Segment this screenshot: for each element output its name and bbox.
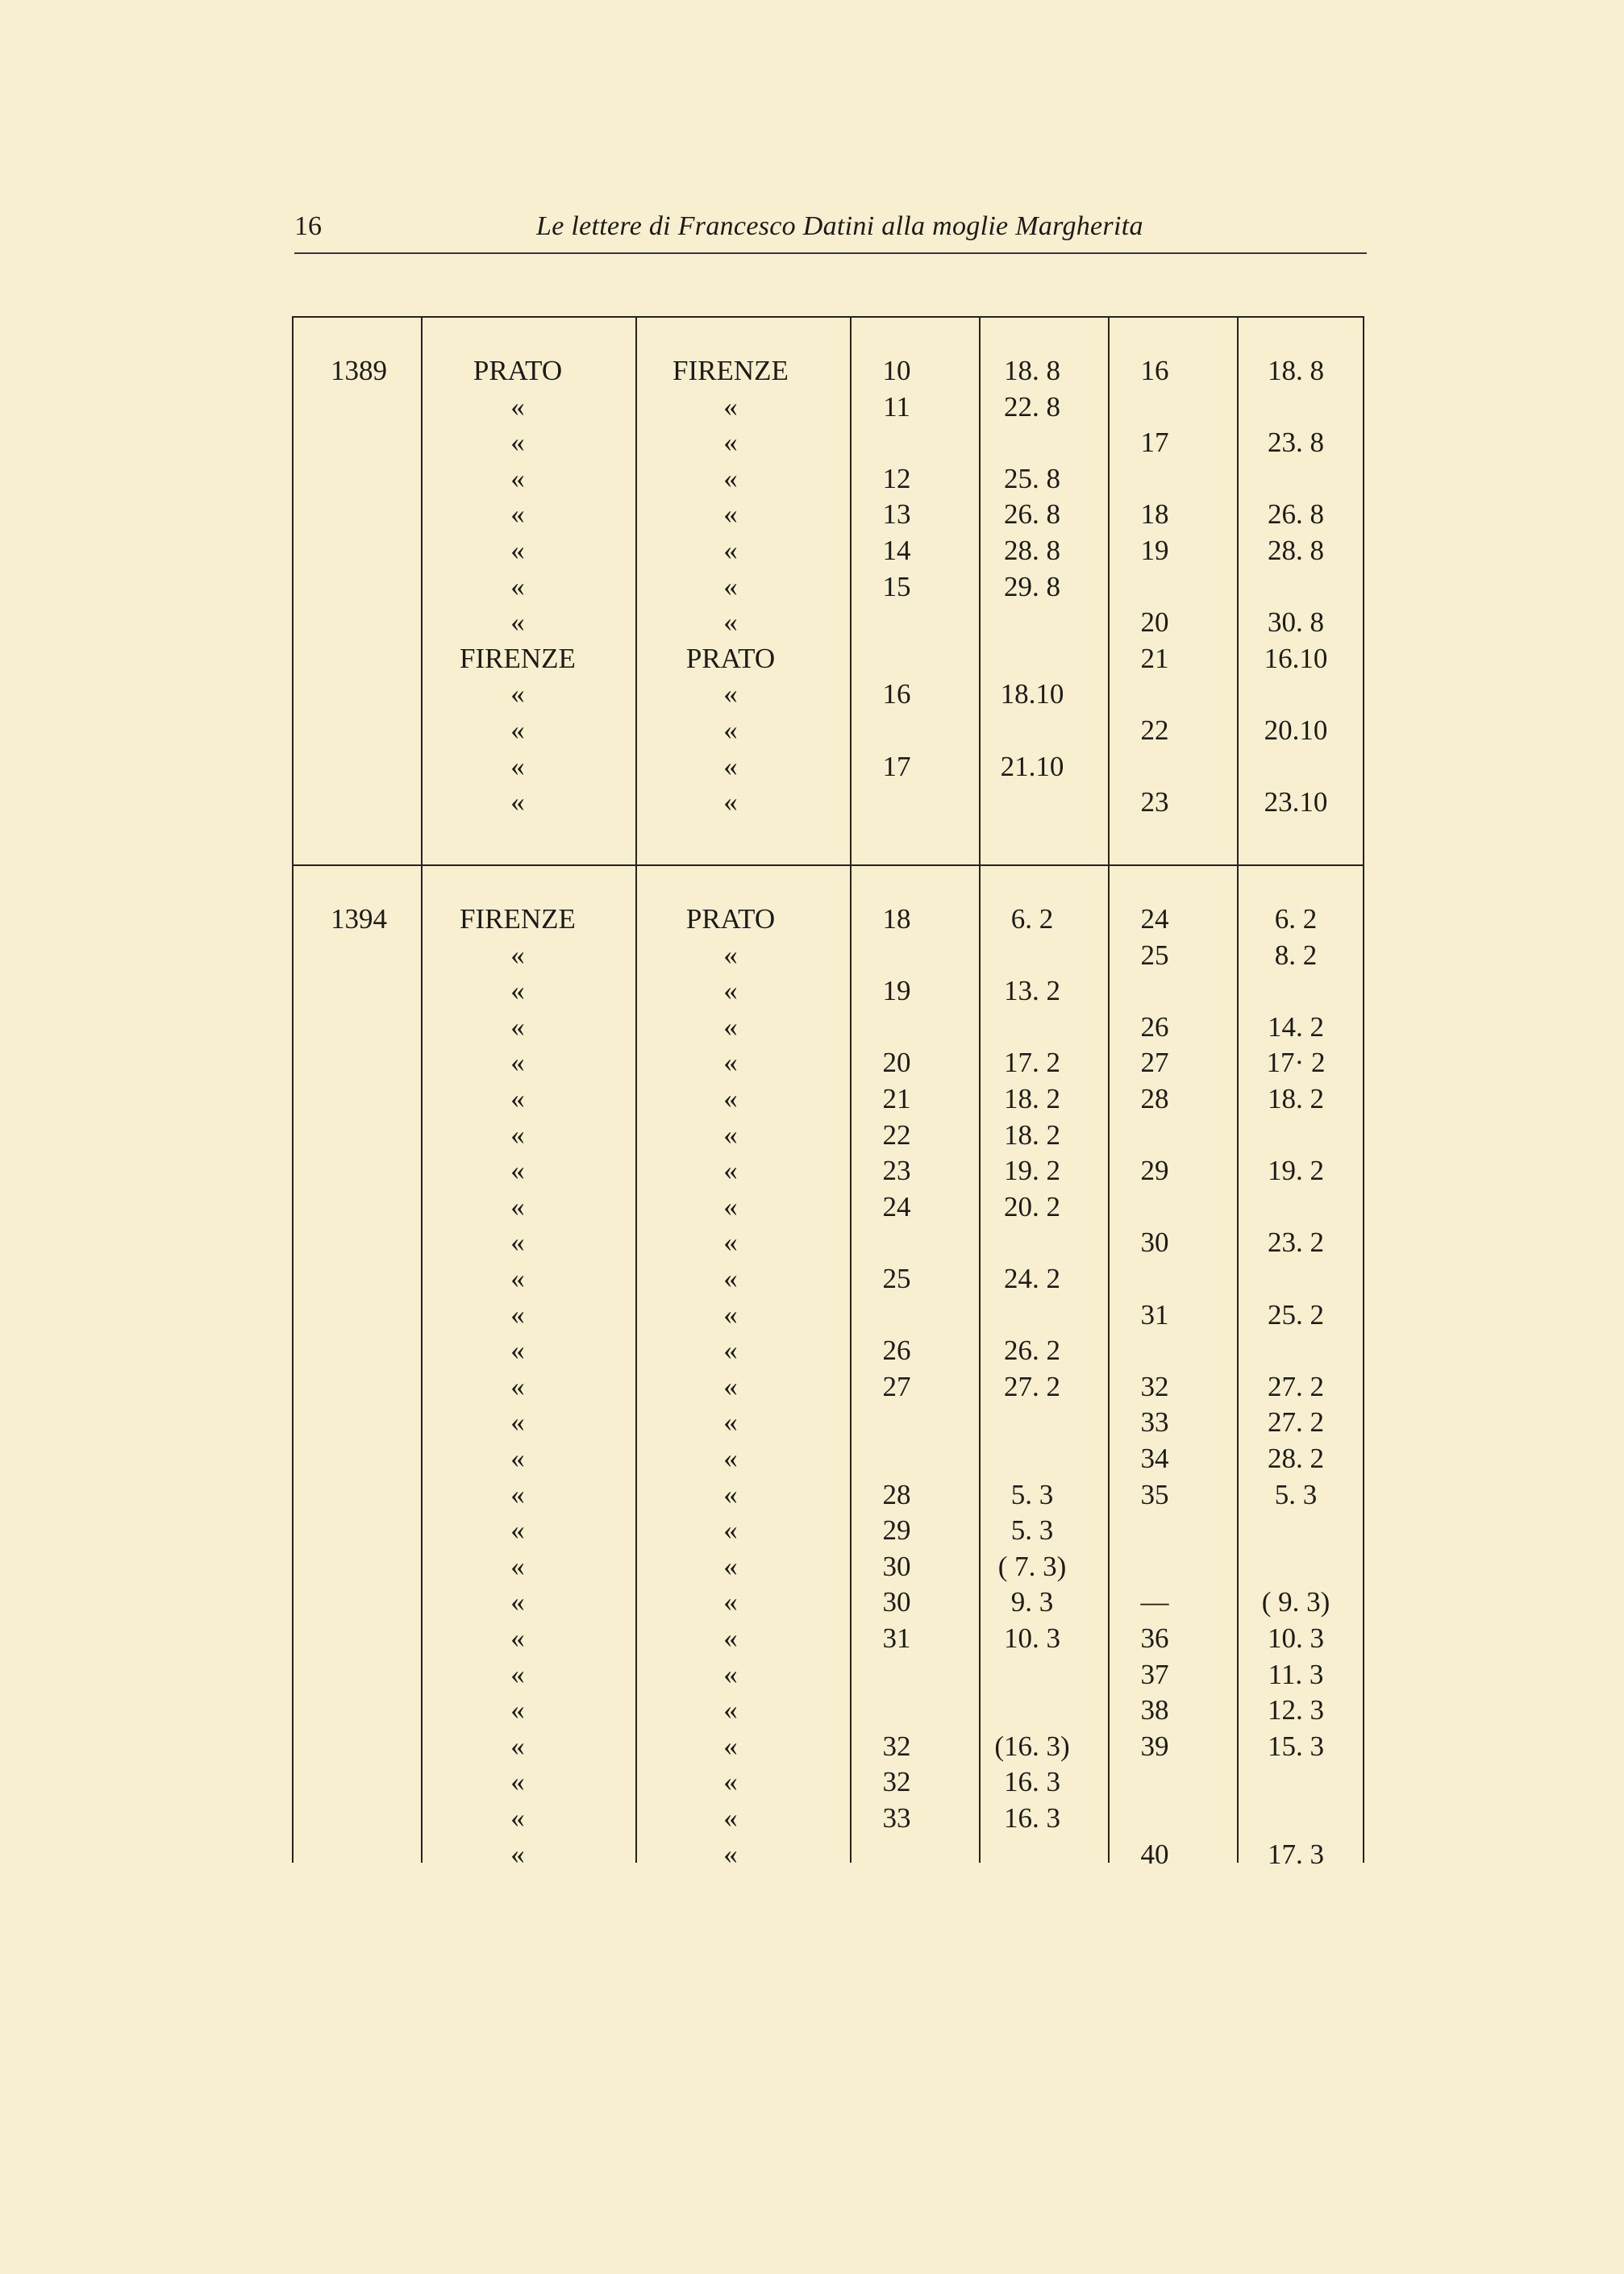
from-place-cell: FIRENZE bbox=[460, 642, 576, 674]
francesco-letter-date: 10. 3 bbox=[1004, 1622, 1060, 1654]
table-row bbox=[292, 785, 1364, 820]
year-cell: 1389 bbox=[331, 355, 387, 386]
francesco-letter-number: 30 bbox=[882, 1586, 911, 1618]
francesco-letter-number: 24 bbox=[882, 1190, 911, 1222]
table-row bbox=[292, 677, 1364, 712]
to-place-cell: « bbox=[723, 1622, 738, 1654]
from-place-cell: « bbox=[510, 1118, 525, 1151]
table-row bbox=[292, 1801, 1364, 1836]
margherita-letter-number: 21 bbox=[1140, 642, 1169, 674]
from-place-cell: « bbox=[510, 786, 525, 818]
margherita-letter-number: 28 bbox=[1140, 1083, 1169, 1114]
francesco-letter-number: 21 bbox=[882, 1083, 911, 1114]
table-section-rule bbox=[292, 864, 1364, 866]
from-place-cell: « bbox=[510, 1478, 525, 1510]
from-place-cell: « bbox=[510, 1658, 525, 1690]
to-place-cell: « bbox=[723, 1658, 738, 1690]
table-row bbox=[292, 1657, 1364, 1693]
to-place-cell: « bbox=[723, 678, 738, 710]
margherita-letter-number: 19 bbox=[1140, 535, 1169, 566]
from-place-cell: « bbox=[510, 498, 525, 531]
francesco-letter-date: 18. 8 bbox=[1004, 355, 1060, 386]
francesco-letter-date: 25. 8 bbox=[1004, 462, 1060, 494]
table-row bbox=[292, 1549, 1364, 1585]
table-row bbox=[292, 461, 1364, 497]
from-place-cell: « bbox=[510, 1802, 525, 1834]
francesco-letter-date: 6. 2 bbox=[1010, 903, 1054, 935]
to-place-cell: « bbox=[723, 1406, 738, 1439]
francesco-letter-date: 18. 2 bbox=[1004, 1083, 1060, 1114]
from-place-cell: « bbox=[510, 1730, 525, 1762]
margherita-letter-number: 18 bbox=[1140, 498, 1169, 531]
margherita-letter-number: 32 bbox=[1140, 1370, 1169, 1402]
margherita-letter-number: 23 bbox=[1140, 786, 1169, 818]
francesco-letter-number: 28 bbox=[882, 1478, 911, 1510]
francesco-letter-number: 18 bbox=[882, 903, 911, 935]
to-place-cell: FIRENZE bbox=[673, 355, 789, 386]
to-place-cell: « bbox=[723, 1335, 738, 1367]
table-row bbox=[292, 641, 1364, 677]
to-place-cell: « bbox=[723, 1838, 738, 1870]
margherita-letter-date: ( 9. 3) bbox=[1261, 1586, 1330, 1618]
from-place-cell: « bbox=[510, 939, 525, 971]
margherita-letter-date: 23.10 bbox=[1264, 786, 1328, 818]
francesco-letter-date: 18. 2 bbox=[1004, 1118, 1060, 1151]
from-place-cell: « bbox=[510, 1010, 525, 1043]
table-row bbox=[292, 1405, 1364, 1440]
francesco-letter-date: 27. 2 bbox=[1004, 1370, 1060, 1402]
table-row bbox=[292, 1477, 1364, 1513]
from-place-cell: « bbox=[510, 1443, 525, 1474]
to-place-cell: « bbox=[723, 390, 738, 423]
francesco-letter-date: 18.10 bbox=[1000, 678, 1064, 710]
francesco-letter-date: 20. 2 bbox=[1004, 1190, 1060, 1222]
from-place-cell: « bbox=[510, 1622, 525, 1654]
table-row bbox=[292, 425, 1364, 460]
francesco-letter-number: 33 bbox=[882, 1802, 911, 1834]
from-place-cell: « bbox=[510, 1047, 525, 1079]
margherita-letter-date: 30. 8 bbox=[1268, 606, 1324, 639]
to-place-cell: « bbox=[723, 606, 738, 639]
table-row bbox=[292, 938, 1364, 973]
from-place-cell: « bbox=[510, 1406, 525, 1439]
margherita-letter-date: 23. 2 bbox=[1268, 1227, 1324, 1259]
margherita-letter-number: 27 bbox=[1140, 1047, 1169, 1079]
to-place-cell: « bbox=[723, 1370, 738, 1402]
table-row bbox=[292, 1118, 1364, 1153]
to-place-cell: « bbox=[723, 786, 738, 818]
from-place-cell: « bbox=[510, 535, 525, 566]
francesco-letter-date: 28. 8 bbox=[1004, 535, 1060, 566]
margherita-letter-date: 6. 2 bbox=[1274, 903, 1318, 935]
francesco-letter-number: 22 bbox=[882, 1118, 911, 1151]
from-place-cell: « bbox=[510, 1190, 525, 1222]
francesco-letter-date: 19. 2 bbox=[1004, 1155, 1060, 1187]
to-place-cell: « bbox=[723, 570, 738, 602]
francesco-letter-date: ( 7. 3) bbox=[997, 1550, 1067, 1582]
from-place-cell: « bbox=[510, 390, 525, 423]
to-place-cell: « bbox=[723, 427, 738, 459]
margherita-letter-number: 26 bbox=[1140, 1010, 1169, 1043]
to-place-cell: « bbox=[723, 714, 738, 746]
margherita-letter-date: 15. 3 bbox=[1268, 1730, 1324, 1762]
francesco-letter-number: 12 bbox=[882, 462, 911, 494]
francesco-letter-number: 19 bbox=[882, 975, 911, 1007]
table-row bbox=[292, 1837, 1364, 1872]
francesco-letter-date: 13. 2 bbox=[1004, 975, 1060, 1007]
from-place-cell: « bbox=[510, 1766, 525, 1798]
margherita-letter-number: 36 bbox=[1140, 1622, 1169, 1654]
table-row bbox=[292, 1621, 1364, 1656]
margherita-letter-number: 35 bbox=[1140, 1478, 1169, 1510]
from-place-cell: « bbox=[510, 1514, 525, 1547]
table-row bbox=[292, 749, 1364, 785]
francesco-letter-date: 29. 8 bbox=[1004, 570, 1060, 602]
margherita-letter-date: 28. 2 bbox=[1268, 1443, 1324, 1474]
from-place-cell: « bbox=[510, 1550, 525, 1582]
francesco-letter-date: 9. 3 bbox=[1010, 1586, 1054, 1618]
francesco-letter-number: 10 bbox=[882, 355, 911, 386]
from-place-cell: « bbox=[510, 1335, 525, 1367]
to-place-cell: « bbox=[723, 975, 738, 1007]
margherita-letter-number: 38 bbox=[1140, 1694, 1169, 1726]
to-place-cell: « bbox=[723, 1443, 738, 1474]
table-row bbox=[292, 1441, 1364, 1476]
table-row bbox=[292, 1225, 1364, 1260]
to-place-cell: « bbox=[723, 1514, 738, 1547]
margherita-letter-date: 11. 3 bbox=[1268, 1658, 1324, 1690]
margherita-letter-date: 8. 2 bbox=[1274, 939, 1318, 971]
to-place-cell: PRATO bbox=[685, 642, 776, 674]
to-place-cell: « bbox=[723, 1478, 738, 1510]
margherita-letter-number: 25 bbox=[1140, 939, 1169, 971]
to-place-cell: « bbox=[723, 1550, 738, 1582]
from-place-cell: « bbox=[510, 1838, 525, 1870]
to-place-cell: PRATO bbox=[685, 903, 776, 935]
table-row bbox=[292, 1045, 1364, 1081]
table-row bbox=[292, 902, 1364, 937]
running-title: Le lettere di Francesco Datini alla moglie Margherita bbox=[536, 211, 1143, 241]
margherita-letter-number: 31 bbox=[1140, 1298, 1169, 1331]
from-place-cell: « bbox=[510, 462, 525, 494]
francesco-letter-number: 32 bbox=[882, 1766, 911, 1798]
from-place-cell: « bbox=[510, 1586, 525, 1618]
table-top-rule bbox=[292, 316, 1364, 318]
francesco-letter-number: 30 bbox=[882, 1550, 911, 1582]
margherita-letter-date: 5. 3 bbox=[1274, 1478, 1318, 1510]
margherita-letter-date: 20.10 bbox=[1264, 714, 1328, 746]
margherita-letter-date: 17. 3 bbox=[1268, 1838, 1324, 1870]
margherita-letter-number: 16 bbox=[1140, 355, 1169, 386]
margherita-letter-date: 28. 8 bbox=[1268, 535, 1324, 566]
francesco-letter-date: 5. 3 bbox=[1010, 1514, 1054, 1547]
francesco-letter-number: 25 bbox=[882, 1263, 911, 1294]
francesco-letter-number: 11 bbox=[883, 390, 910, 423]
margherita-letter-number: 34 bbox=[1140, 1443, 1169, 1474]
from-place-cell: « bbox=[510, 1155, 525, 1187]
table-row bbox=[292, 1764, 1364, 1800]
to-place-cell: « bbox=[723, 1190, 738, 1222]
francesco-letter-number: 13 bbox=[882, 498, 911, 531]
table-row bbox=[292, 1189, 1364, 1225]
table-row bbox=[292, 353, 1364, 389]
to-place-cell: « bbox=[723, 1083, 738, 1114]
table-row bbox=[292, 1261, 1364, 1297]
from-place-cell: « bbox=[510, 975, 525, 1007]
francesco-letter-number: 17 bbox=[882, 750, 911, 782]
from-place-cell: « bbox=[510, 1083, 525, 1114]
from-place-cell: « bbox=[510, 714, 525, 746]
francesco-letter-number: 29 bbox=[882, 1514, 911, 1547]
margherita-letter-number: 29 bbox=[1140, 1155, 1169, 1187]
table-row bbox=[292, 1333, 1364, 1368]
margherita-letter-date: 19. 2 bbox=[1268, 1155, 1324, 1187]
letters-table bbox=[292, 316, 1364, 1870]
to-place-cell: « bbox=[723, 462, 738, 494]
table-row bbox=[292, 605, 1364, 640]
francesco-letter-date: 16. 3 bbox=[1004, 1766, 1060, 1798]
margherita-letter-number: 30 bbox=[1140, 1227, 1169, 1259]
margherita-letter-number: 20 bbox=[1140, 606, 1169, 639]
francesco-letter-date: 17. 2 bbox=[1004, 1047, 1060, 1079]
to-place-cell: « bbox=[723, 1155, 738, 1187]
francesco-letter-date: 24. 2 bbox=[1004, 1263, 1060, 1294]
margherita-letter-date: 25. 2 bbox=[1268, 1298, 1324, 1331]
from-place-cell: « bbox=[510, 1694, 525, 1726]
francesco-letter-date: 5. 3 bbox=[1010, 1478, 1054, 1510]
margherita-letter-number: — bbox=[1140, 1586, 1169, 1618]
from-place-cell: « bbox=[510, 750, 525, 782]
francesco-letter-date: (16. 3) bbox=[994, 1730, 1070, 1762]
margherita-letter-date: 16.10 bbox=[1264, 642, 1328, 674]
margherita-letter-date: 26. 8 bbox=[1268, 498, 1324, 531]
to-place-cell: « bbox=[723, 1694, 738, 1726]
table-row bbox=[292, 1153, 1364, 1189]
margherita-letter-date: 27. 2 bbox=[1268, 1370, 1324, 1402]
table-row bbox=[292, 1081, 1364, 1117]
year-cell: 1394 bbox=[331, 903, 387, 935]
margherita-letter-number: 33 bbox=[1140, 1406, 1169, 1439]
from-place-cell: « bbox=[510, 606, 525, 639]
from-place-cell: « bbox=[510, 678, 525, 710]
table-row bbox=[292, 569, 1364, 605]
francesco-letter-date: 21.10 bbox=[1000, 750, 1064, 782]
to-place-cell: « bbox=[723, 939, 738, 971]
from-place-cell: « bbox=[510, 1263, 525, 1294]
table-row bbox=[292, 1297, 1364, 1333]
from-place-cell: FIRENZE bbox=[460, 903, 576, 935]
margherita-letter-number: 22 bbox=[1140, 714, 1169, 746]
from-place-cell: « bbox=[510, 1370, 525, 1402]
francesco-letter-number: 32 bbox=[882, 1730, 911, 1762]
table-row bbox=[292, 1369, 1364, 1405]
header-rule bbox=[294, 252, 1367, 254]
from-place-cell: « bbox=[510, 1298, 525, 1331]
to-place-cell: « bbox=[723, 1010, 738, 1043]
from-place-cell: « bbox=[510, 427, 525, 459]
table-row bbox=[292, 713, 1364, 748]
francesco-letter-date: 22. 8 bbox=[1004, 390, 1060, 423]
francesco-letter-number: 31 bbox=[882, 1622, 911, 1654]
to-place-cell: « bbox=[723, 1730, 738, 1762]
table-row bbox=[292, 1693, 1364, 1728]
margherita-letter-number: 24 bbox=[1140, 903, 1169, 935]
table-row bbox=[292, 1729, 1364, 1764]
francesco-letter-date: 16. 3 bbox=[1004, 1802, 1060, 1834]
francesco-letter-number: 14 bbox=[882, 535, 911, 566]
margherita-letter-number: 39 bbox=[1140, 1730, 1169, 1762]
from-place-cell: « bbox=[510, 1227, 525, 1259]
margherita-letter-date: 18. 2 bbox=[1268, 1083, 1324, 1114]
running-header bbox=[294, 211, 1367, 253]
francesco-letter-number: 15 bbox=[882, 570, 911, 602]
margherita-letter-date: 10. 3 bbox=[1268, 1622, 1324, 1654]
to-place-cell: « bbox=[723, 1047, 738, 1079]
from-place-cell: PRATO bbox=[473, 355, 563, 386]
to-place-cell: « bbox=[723, 1766, 738, 1798]
francesco-letter-date: 26. 2 bbox=[1004, 1335, 1060, 1367]
margherita-letter-number: 37 bbox=[1140, 1658, 1169, 1690]
margherita-letter-date: 12. 3 bbox=[1268, 1694, 1324, 1726]
margherita-letter-date: 27. 2 bbox=[1268, 1406, 1324, 1439]
francesco-letter-number: 20 bbox=[882, 1047, 911, 1079]
to-place-cell: « bbox=[723, 1263, 738, 1294]
margherita-letter-number: 17 bbox=[1140, 427, 1169, 459]
to-place-cell: « bbox=[723, 750, 738, 782]
to-place-cell: « bbox=[723, 498, 738, 531]
to-place-cell: « bbox=[723, 1802, 738, 1834]
table-row bbox=[292, 1513, 1364, 1548]
margherita-letter-date: 14. 2 bbox=[1268, 1010, 1324, 1043]
margherita-letter-date: 17· 2 bbox=[1266, 1047, 1326, 1079]
francesco-letter-number: 16 bbox=[882, 678, 911, 710]
table-row bbox=[292, 1585, 1364, 1620]
table-row bbox=[292, 973, 1364, 1009]
francesco-letter-number: 27 bbox=[882, 1370, 911, 1402]
page-number: 16 bbox=[294, 211, 322, 241]
table-row bbox=[292, 389, 1364, 425]
table-row bbox=[292, 1010, 1364, 1045]
to-place-cell: « bbox=[723, 535, 738, 566]
margherita-letter-number: 40 bbox=[1140, 1838, 1169, 1870]
francesco-letter-number: 26 bbox=[882, 1335, 911, 1367]
francesco-letter-number: 23 bbox=[882, 1155, 911, 1187]
table-row bbox=[292, 533, 1364, 568]
to-place-cell: « bbox=[723, 1298, 738, 1331]
from-place-cell: « bbox=[510, 570, 525, 602]
table-row bbox=[292, 497, 1364, 532]
francesco-letter-date: 26. 8 bbox=[1004, 498, 1060, 531]
to-place-cell: « bbox=[723, 1227, 738, 1259]
to-place-cell: « bbox=[723, 1586, 738, 1618]
to-place-cell: « bbox=[723, 1118, 738, 1151]
margherita-letter-date: 18. 8 bbox=[1268, 355, 1324, 386]
margherita-letter-date: 23. 8 bbox=[1268, 427, 1324, 459]
